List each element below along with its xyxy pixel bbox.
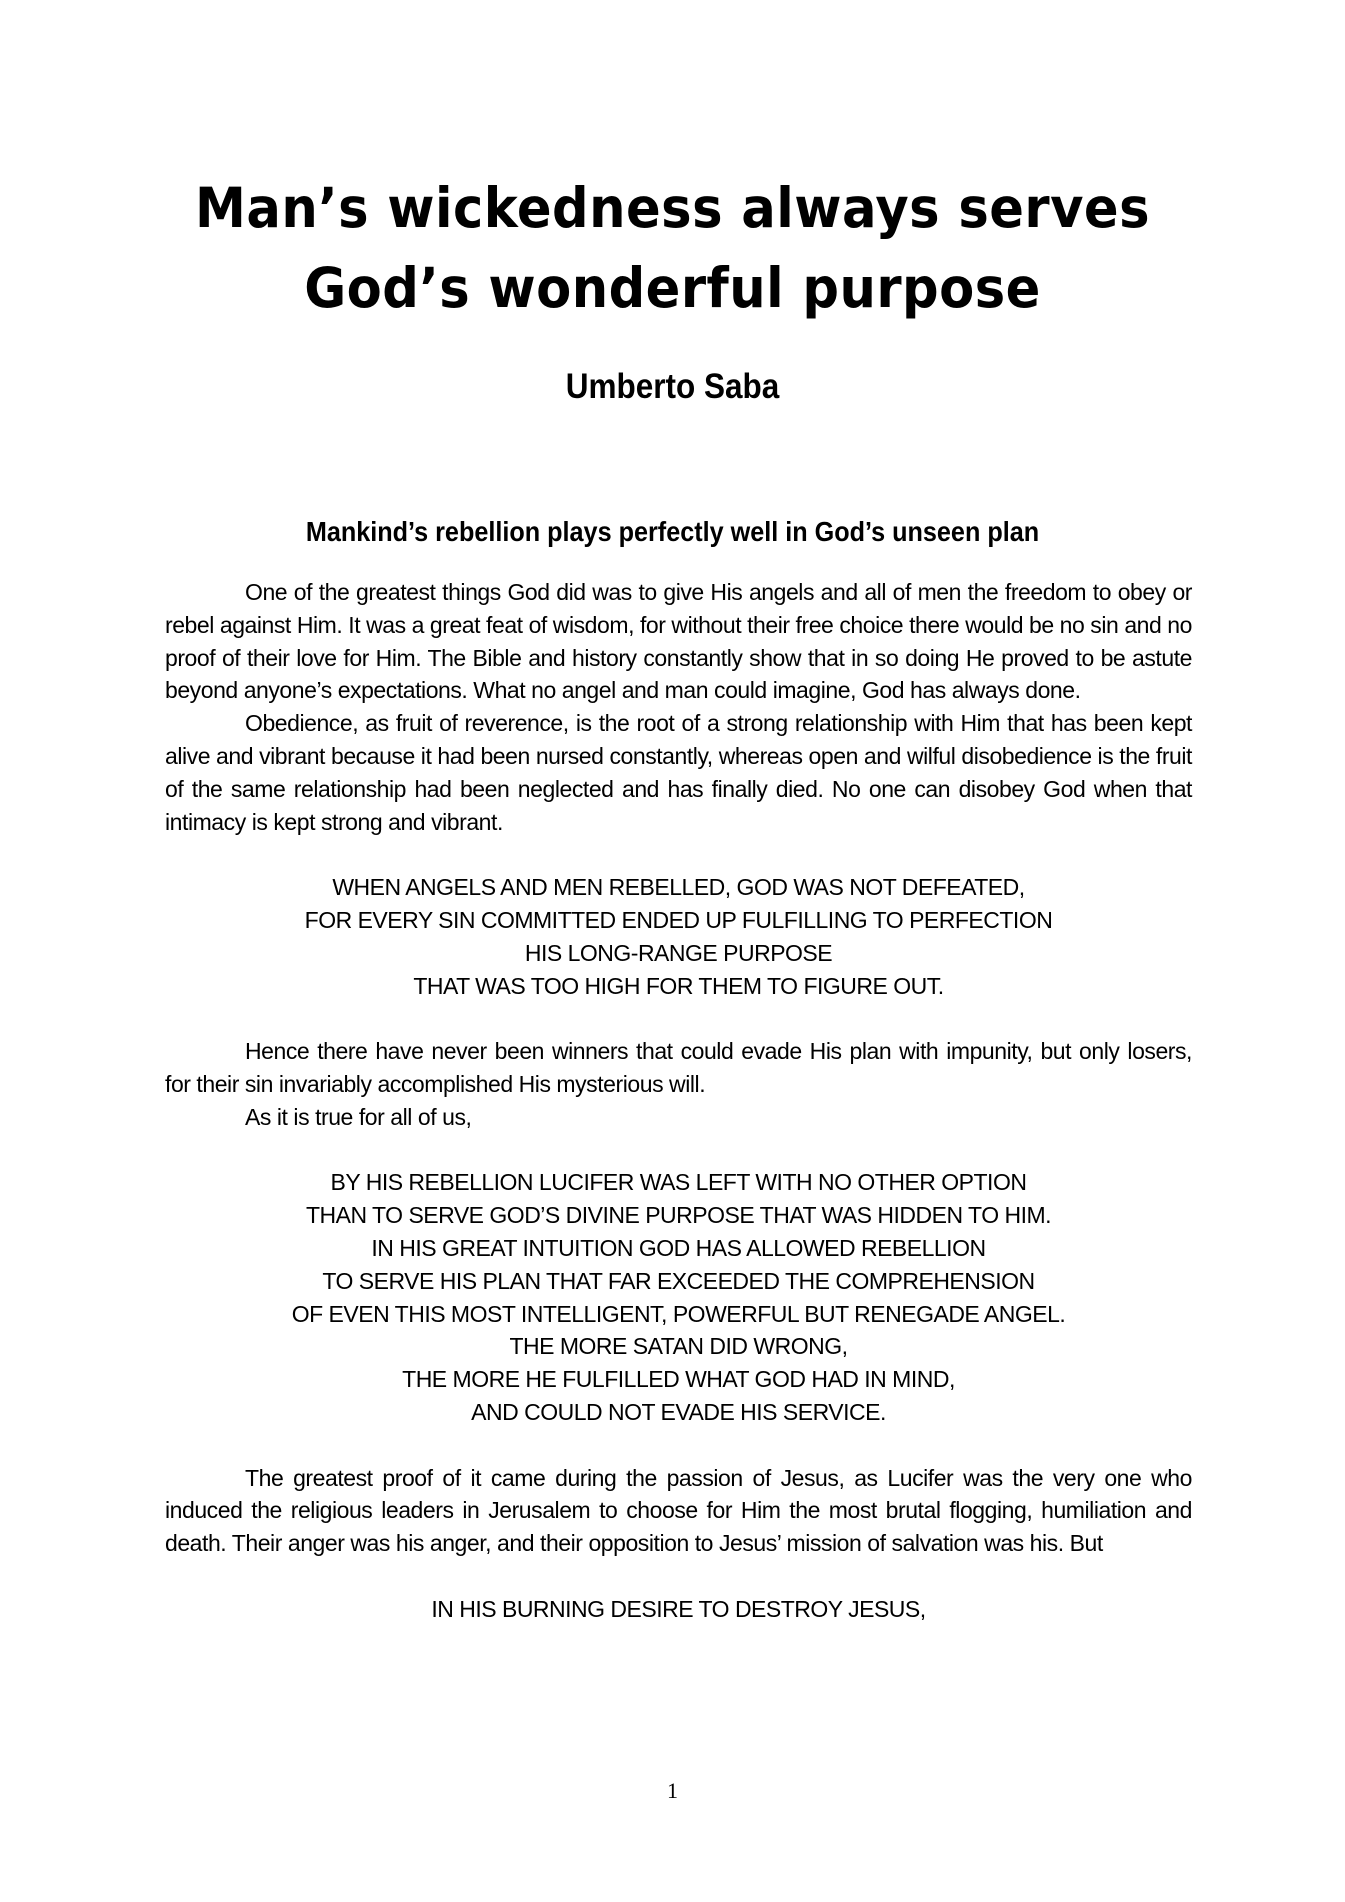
emphasis-line: THE MORE HE FULFILLED WHAT GOD HAD IN MIND, <box>402 1366 955 1393</box>
paragraph-5: The greatest proof of it came during the passion of Jesus, as Lucifer was the very one who induced the religious leaders in Jerusalem to choose for Him the most brutal flogging, humiliation and death. Their anger was his anger, and their opposition to Jesus’ mission of salvation was his. But <box>165 1464 1192 1557</box>
emphasis-line: THAN TO SERVE GOD’S DIVINE PURPOSE THAT WAS HIDDEN TO HIM. <box>305 1202 1052 1229</box>
emphasis-line: BY HIS REBELLION LUCIFER WAS LEFT WITH NO OTHER OPTION <box>330 1169 1027 1196</box>
paragraph-3: Hence there have never been winners that could evade His plan with impunity, but only losers, for their sin invariably accomplished His mysterious will. <box>165 1038 1192 1097</box>
emphasis-line: IN HIS BURNING DESIRE TO DESTROY JESUS, <box>431 1595 926 1622</box>
emphasis-line: AND COULD NOT EVADE HIS SERVICE. <box>471 1398 886 1425</box>
title-line-1: Man’s wickedness always serves <box>194 176 1150 240</box>
paragraph-4: As it is true for all of us, <box>245 1103 472 1130</box>
spacer <box>165 1134 1192 1167</box>
paragraph-2: Obedience, as fruit of reverence, is the root of a strong relationship with Him that has been kept alive and vibrant because it had been nursed constantly, whereas open and wilful disobedience is the fruit of the same relationship had been neglected and has finally died. No one can disobey God when that intimacy is kept strong and vibrant. <box>165 710 1192 835</box>
emphasis-line: WHEN ANGELS AND MEN REBELLED, GOD WAS NOT DEFEATED, <box>332 874 1025 901</box>
author-name: Umberto Saba <box>565 367 780 406</box>
title-line-2: God’s wonderful purpose <box>304 256 1041 320</box>
emphasis-line: HIS LONG-RANGE PURPOSE <box>524 939 833 966</box>
emphasis-line: TO SERVE HIS PLAN THAT FAR EXCEEDED THE COMPREHENSION <box>322 1267 1035 1294</box>
page-number: 1 <box>667 1778 678 1803</box>
emphasis-block-1 <box>165 871 1192 1002</box>
emphasis-line: IN HIS GREAT INTUITION GOD HAS ALLOWED REBELLION <box>371 1234 986 1261</box>
spacer <box>165 838 1192 871</box>
emphasis-line: OF EVEN THIS MOST INTELLIGENT, POWERFUL BUT RENEGADE ANGEL. <box>291 1300 1066 1327</box>
spacer <box>165 1560 1192 1593</box>
body-text <box>165 576 1192 1626</box>
document-title <box>47 168 1298 328</box>
emphasis-line: THAT WAS TOO HIGH FOR THEM TO FIGURE OUT. <box>413 972 944 999</box>
emphasis-block-2 <box>165 1166 1192 1428</box>
section-heading: Mankind’s rebellion plays perfectly well in God’s unseen plan <box>305 516 1040 547</box>
emphasis-line: THE MORE SATAN DID WRONG, <box>509 1333 848 1360</box>
spacer <box>165 1002 1192 1035</box>
emphasis-line: FOR EVERY SIN COMMITTED ENDED UP FULFILLING TO PERFECTION <box>304 906 1053 933</box>
paragraph-1: One of the greatest things God did was to give His angels and all of men the freedom to obey or rebel against Him. It was a great feat of wisdom, for without their free choice there would be no sin and no proof of their love for Him. The Bible and history constantly show that in so doing He proved to be astute beyond anyone’s expectations. What no angel and man could imagine, God has always done. <box>165 579 1192 704</box>
emphasis-block-3 <box>165 1593 1192 1626</box>
spacer <box>165 1429 1192 1462</box>
